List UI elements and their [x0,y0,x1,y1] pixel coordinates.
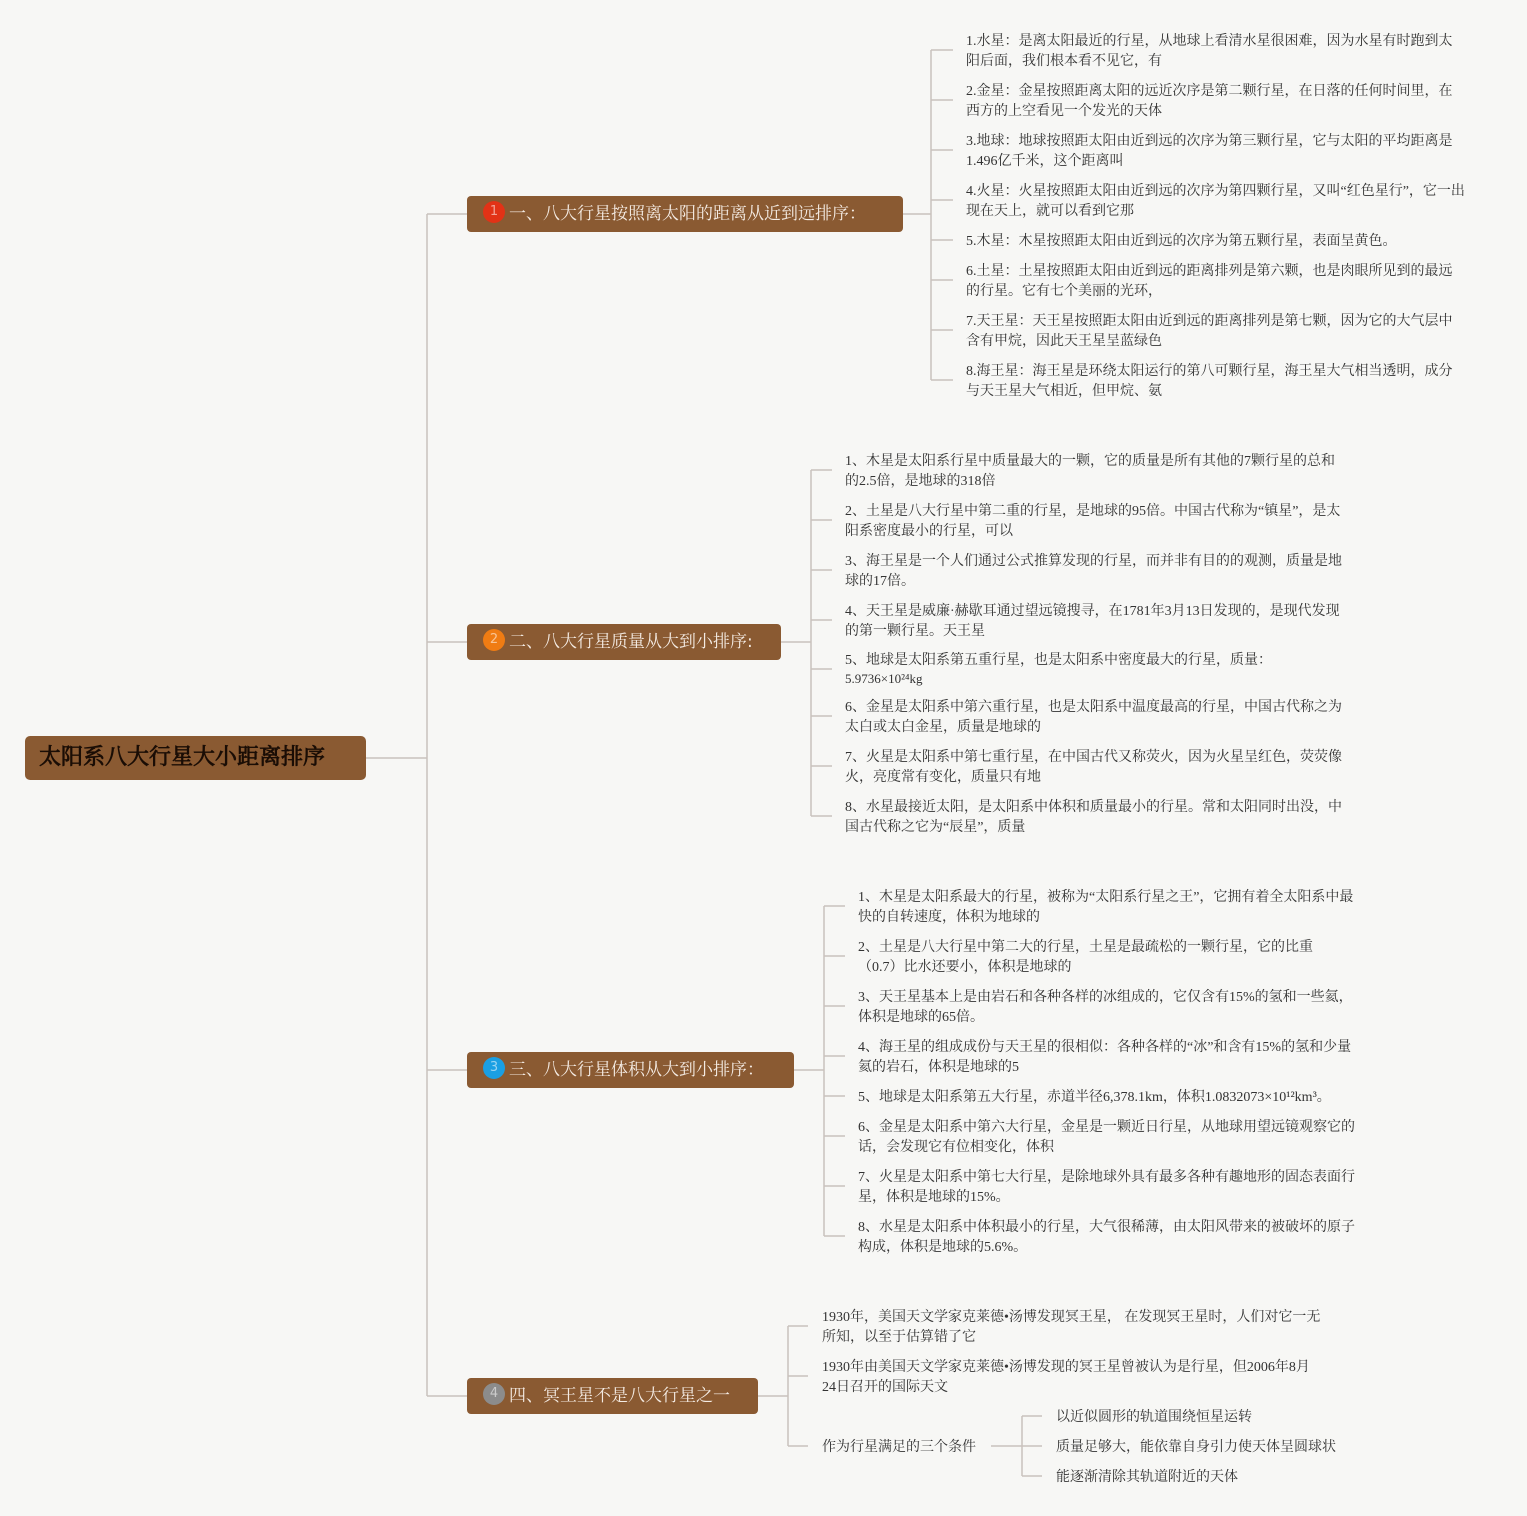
branch-label: 四、冥王星不是八大行星之一 [509,1386,730,1406]
number-badge: 4 [483,1383,505,1405]
list-item[interactable]: 7、火星是太阳系中第七重行星，在中国古代又称荧火，因为火星呈红色，荧荧像 火，亮度常有变化，质量只有地 [845,750,1342,785]
branch-label: 一、八大行星按照离太阳的距离从近到远排序： [509,204,866,224]
list-item[interactable]: 1930年由美国天文学家克莱德•汤博发现的冥王星曾被认为是行星，但2006年8月 24日召开的国际天文 [822,1360,1310,1395]
number-badge: 2 [483,629,505,651]
branch-volume-order[interactable] [467,1052,794,1088]
list-item[interactable]: 4.火星：火星按照距太阳由近到远的次序为第四颗行星，又叫“红色星行”，它一出 现在天上，就可以看到它那 [966,184,1465,219]
list-item[interactable]: 1930年，美国天文学家克莱德•汤博发现冥王星， 在发现冥王星时，人们对它一无 所知，以至于估算错了它 [822,1310,1321,1345]
list-item[interactable]: 3、海王星是一个人们通过公式推算发现的行星，而并非有目的的观测，质量是地 球的17倍。 [845,554,1342,589]
list-item[interactable]: 1、木星是太阳系最大的行星，被称为“太阳系行星之王”，它拥有着全太阳系中最 快的自转速度，体积为地球的 [858,890,1354,925]
list-item[interactable]: 2、土星是八大行星中第二重的行星，是地球的95倍。中国古代称为“镇星”，是太 阳系密度最小的行星，可以 [845,504,1341,539]
list-item[interactable]: 2.金星：金星按照距离太阳的远近次序是第二颗行星，在日落的任何时间里，在 西方的上空看见一个发光的天体 [966,84,1453,119]
list-item[interactable]: 8、水星是太阳系中体积最小的行星，大气很稀薄，由太阳风带来的被破坏的原子 构成，体积是地球的5.6%。 [858,1220,1355,1255]
list-item[interactable]: 3.地球：地球按照距太阳由近到远的次序为第三颗行星，它与太阳的平均距离是 1.496亿千米，这个距离叫 [966,134,1453,169]
condition-item[interactable]: 质量足够大，能依靠自身引力使天体呈圆球状 [1056,1440,1336,1455]
list-item[interactable]: 6、金星是太阳系中第六重行星，也是太阳系中温度最高的行星，中国古代称之为 太白或太白金星，质量是地球的 [845,700,1342,735]
root-topic[interactable]: 太阳系八大行星大小距离排序 [25,736,366,780]
list-item[interactable]: 1.水星：是离太阳最近的行星，从地球上看清水星很困难，因为水星有时跑到太 阳后面，我们根本看不见它，有 [966,34,1453,69]
list-item[interactable]: 6、金星是太阳系中第六大行星，金星是一颗近日行星，从地球用望远镜观察它的 话，会发现它有位相变化，体积 [858,1120,1355,1155]
branch-distance-order[interactable] [467,196,903,232]
list-item[interactable]: 8.海王星：海王星是环绕太阳运行的第八可颗行星，海王星大气相当透明，成分 与天王星大气相近，但甲烷、氨 [966,364,1453,399]
list-item[interactable]: 5.木星：木星按照距太阳由近到远的次序为第五颗行星，表面呈黄色。 [966,234,1397,249]
number-badge: 3 [483,1057,505,1079]
list-item[interactable]: 5、地球是太阳系第五大行星，赤道半径6,378.1km，体积1.0832073×10¹²km³。 [858,1090,1331,1105]
branch-label: 三、八大行星体积从大到小排序： [509,1060,764,1080]
list-item[interactable]: 2、土星是八大行星中第二大的行星，土星是最疏松的一颗行星，它的比重 （0.7）比水还要小，体积是地球的 [858,940,1313,975]
branch-label: 二、八大行星质量从大到小排序: [509,632,753,652]
list-item[interactable]: 1、木星是太阳系行星中质量最大的一颗，它的质量是所有其他的7颗行星的总和 的2.5倍，是地球的318倍 [845,454,1335,489]
branch-mass-order[interactable] [467,624,781,660]
branch-pluto[interactable] [467,1378,758,1414]
list-item[interactable]: 4、海王星的组成成份与天王星的很相似：各种各样的“冰”和含有15%的氢和少量 氦的岩石，体积是地球的5 [858,1040,1352,1075]
condition-item[interactable]: 以近似圆形的轨道围绕恒星运转 [1056,1410,1252,1425]
number-badge: 1 [483,201,505,223]
planet-conditions-topic[interactable]: 作为行星满足的三个条件 [822,1440,976,1455]
list-item[interactable]: 5、地球是太阳系第五重行星，也是太阳系中密度最大的行星，质量： 5.9736×10²⁴kg [845,653,1272,686]
list-item[interactable]: 8、水星最接近太阳，是太阳系中体积和质量最小的行星。常和太阳同时出没，中 国古代称之它为“辰星”，质量 [845,800,1342,835]
list-item[interactable]: 3、天王星基本上是由岩石和各种各样的冰组成的，它仅含有15%的氢和一些氦， 体积是地球的65倍。 [858,990,1353,1025]
list-item[interactable]: 7、火星是太阳系中第七大行星，是除地球外具有最多各种有趣地形的固态表面行 星，体积是地球的15%。 [858,1170,1355,1205]
list-item[interactable]: 4、天王星是威廉·赫歇耳通过望远镜搜寻，在1781年3月13日发现的，是现代发现 的第一颗行星。天王星 [845,604,1340,639]
list-item[interactable]: 6.土星：土星按照距太阳由近到远的距离排列是第六颗，也是肉眼所见到的最远 的行星。它有七个美丽的光环， [966,264,1453,299]
condition-item[interactable]: 能逐渐清除其轨道附近的天体 [1056,1470,1238,1485]
list-item[interactable]: 7.天王星：天王星按照距太阳由近到远的距离排列是第七颗，因为它的大气层中 含有甲烷，因此天王星呈蓝绿色 [966,314,1453,349]
